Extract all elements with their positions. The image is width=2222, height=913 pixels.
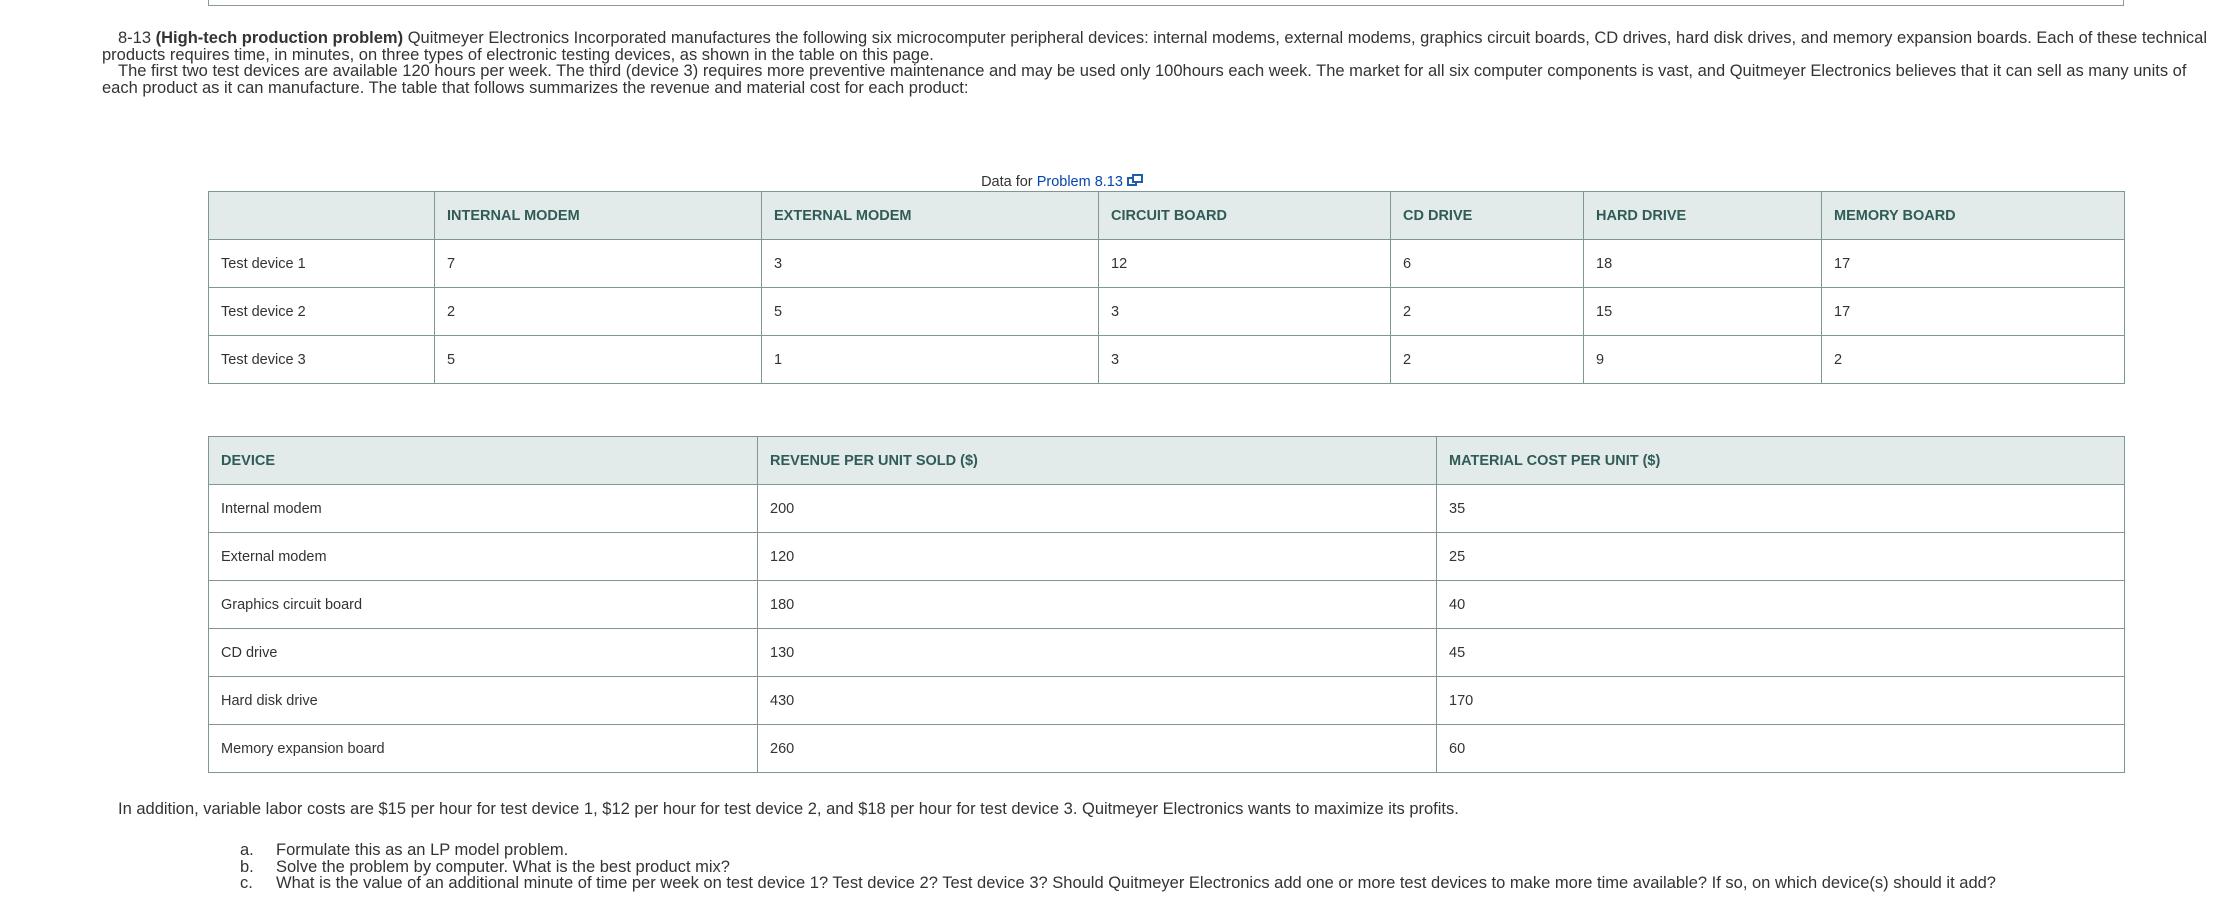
table-cell: 45 (1437, 629, 2125, 677)
table-caption (0, 174, 2124, 190)
external-window-icon[interactable] (1127, 174, 1143, 188)
problem-number: 8-13 (118, 29, 152, 47)
header-cell: MATERIAL COST PER UNIT ($) (1437, 437, 2125, 485)
table-cell: Test device 2 (209, 288, 435, 336)
revenue-cost-table (208, 436, 2125, 773)
problem-link[interactable]: Problem 8.13 (1036, 174, 1123, 190)
table-cell: 15 (1584, 288, 1822, 336)
problem-intro (102, 30, 2212, 63)
question-item (240, 859, 1996, 876)
table-row (209, 288, 2125, 336)
table-cell: Test device 1 (209, 240, 435, 288)
table-cell: 17 (1822, 288, 2125, 336)
table-cell: Hard disk drive (209, 677, 758, 725)
table-row (209, 581, 2125, 629)
problem-title: (High-tech production problem) (155, 29, 404, 47)
table-cell: 260 (758, 725, 1437, 773)
table-cell: 430 (758, 677, 1437, 725)
table-cell: 5 (762, 288, 1099, 336)
table-cell: External modem (209, 533, 758, 581)
question-letter: c. (240, 874, 253, 892)
table-cell: CD drive (209, 629, 758, 677)
table-cell: 12 (1099, 240, 1391, 288)
table-row (209, 336, 2125, 384)
table-cell: 2 (1391, 336, 1584, 384)
table-row (209, 725, 2125, 773)
table-cell: 3 (1099, 336, 1391, 384)
table-cell: 25 (1437, 533, 2125, 581)
problem-intro-text: Quitmeyer Electronics Incorporated manufactures the following six microcomputer peripheral devices: internal modems, external modems, graphics circuit boards, CD drives, hard disk drives, and memory expansion boards. Each of these technical products requires time, in minutes, on three types of electronic testing devices, as shown in the table on this page. (102, 29, 2208, 64)
question-item (240, 875, 1996, 892)
table-cell: Test device 3 (209, 336, 435, 384)
question-item (240, 842, 1996, 859)
question-text: Formulate this as an LP model problem. (276, 841, 569, 859)
table-cell: 60 (1437, 725, 2125, 773)
header-cell (209, 192, 435, 240)
table-cell: 130 (758, 629, 1437, 677)
table-cell: Graphics circuit board (209, 581, 758, 629)
table-cell: 3 (762, 240, 1099, 288)
header-cell: INTERNAL MODEM (435, 192, 762, 240)
table-cell: 7 (435, 240, 762, 288)
table-cell: 2 (435, 288, 762, 336)
test-time-table (208, 191, 2125, 384)
problem-paragraph-2: The first two test devices are available 120 hours per week. The third (device 3) requires more preventive maintenance and may be used only 100hours each week. The market for all six computer components is vast, and Quitmeyer Electronics believes that it can sell as many units of each product as it can manufacture. The table that follows summarizes the revenue and material cost for each product: (102, 62, 2187, 97)
table-header-row (209, 192, 2125, 240)
table-row (209, 677, 2125, 725)
header-cell: CD DRIVE (1391, 192, 1584, 240)
table-cell: 2 (1391, 288, 1584, 336)
table-cell: Memory expansion board (209, 725, 758, 773)
question-list (240, 842, 1996, 892)
table-cell: 200 (758, 485, 1437, 533)
table-cell: 6 (1391, 240, 1584, 288)
caption-prefix: Data for (981, 174, 1033, 190)
table-cell: 5 (435, 336, 762, 384)
table-cell: 40 (1437, 581, 2125, 629)
table-header-row (209, 437, 2125, 485)
table-row (209, 240, 2125, 288)
table-row (209, 485, 2125, 533)
table-cell: 9 (1584, 336, 1822, 384)
table-row (209, 533, 2125, 581)
table-cell: Internal modem (209, 485, 758, 533)
table-cell: 120 (758, 533, 1437, 581)
header-cell: REVENUE PER UNIT SOLD ($) (758, 437, 1437, 485)
question-text: What is the value of an additional minute of time per week on test device 1? Test device 2? Test device 3? Should Quitmeyer Electronics add one or more test devices to make more time available? If so, on which device(s) should it add? (276, 874, 1996, 892)
table-cell: 35 (1437, 485, 2125, 533)
table-cell: 18 (1584, 240, 1822, 288)
header-cell: HARD DRIVE (1584, 192, 1822, 240)
table-cell: 170 (1437, 677, 2125, 725)
table-cell: 17 (1822, 240, 2125, 288)
labor-cost-paragraph: In addition, variable labor costs are $15 per hour for test device 1, $12 per hour for test device 2, and $18 per hour for test device 3. Quitmeyer Electronics wants to maximize its profits. (118, 800, 1459, 818)
top-frame-border (208, 0, 2124, 6)
header-cell: CIRCUIT BOARD (1099, 192, 1391, 240)
header-cell: MEMORY BOARD (1822, 192, 2125, 240)
table-row (209, 629, 2125, 677)
table-cell: 1 (762, 336, 1099, 384)
table-cell: 3 (1099, 288, 1391, 336)
header-cell: EXTERNAL MODEM (762, 192, 1099, 240)
question-letter: a. (240, 841, 254, 859)
question-text: Solve the problem by computer. What is the best product mix? (276, 857, 730, 876)
table-cell: 180 (758, 581, 1437, 629)
table-cell: 2 (1822, 336, 2125, 384)
header-cell: DEVICE (209, 437, 758, 485)
question-letter: b. (240, 857, 254, 876)
